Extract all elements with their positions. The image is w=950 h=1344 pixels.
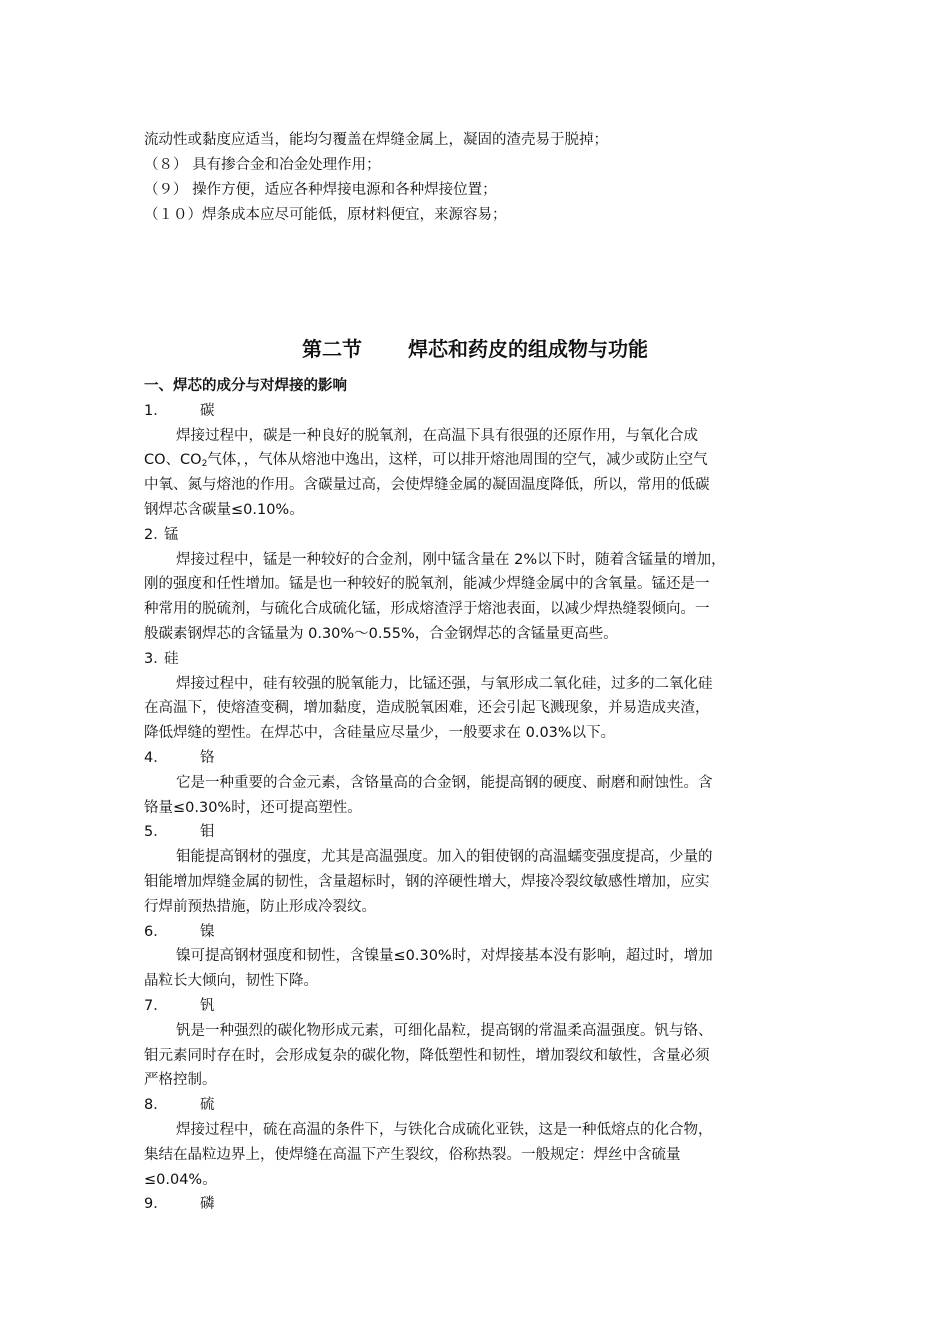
section-body bbox=[144, 374, 812, 1217]
element-name: 镍 bbox=[200, 923, 215, 940]
paragraph-line: 焊接过程中，碳是一种良好的脱氧剂，在高温下具有很强的还原作用，与氧化合成 bbox=[176, 427, 698, 444]
element-name: 磷 bbox=[200, 1196, 215, 1213]
paragraph-line: 在高温下，使熔渣变稠，增加黏度，造成脱氧困难，还会引起飞溅现象，并易造成夹渣， bbox=[144, 700, 710, 717]
element-name: 钒 bbox=[200, 997, 215, 1014]
element-name: 碳 bbox=[200, 402, 215, 419]
element-item-heading bbox=[144, 1192, 812, 1217]
text-line: 流动性或黏度应适当，能均匀覆盖在焊缝金属上，凝固的渣壳易于脱掉； bbox=[144, 132, 608, 148]
paragraph-line: 集结在晶粒边界上，使焊缝在高温下产生裂纹，俗称热裂。一般规定：焊丝中含硫量 bbox=[144, 1146, 681, 1163]
element-name: 硅 bbox=[164, 650, 179, 667]
paragraph-line: 钼能增加焊缝金属的韧性，含量超标时，钢的淬硬性增大，焊接冷裂纹敏感性增加，应实 bbox=[144, 873, 710, 890]
paragraph-line: 钼元素同时存在时，会形成复杂的碳化物，降低塑性和韧性，增加裂纹和敏性，含量必须 bbox=[144, 1047, 710, 1064]
element-description bbox=[144, 548, 812, 647]
paragraph-line: 刚的强度和任性增加。锰是也一种较好的脱氧剂，能减少焊缝金属中的含氧量。锰还是一 bbox=[144, 576, 710, 593]
element-description bbox=[144, 424, 812, 523]
subsection-heading: 一、焊芯的成分与对焊接的影响 bbox=[144, 378, 347, 394]
element-description bbox=[144, 944, 812, 994]
element-number: 8． bbox=[144, 1097, 168, 1114]
paragraph-line: 行焊前预热措施，防止形成冷裂纹。 bbox=[144, 898, 376, 915]
element-number: 9． bbox=[144, 1196, 168, 1213]
element-description bbox=[144, 1118, 812, 1192]
element-number: 1． bbox=[144, 402, 168, 419]
element-item-heading bbox=[144, 994, 812, 1019]
element-description bbox=[144, 672, 812, 746]
element-number: 5． bbox=[144, 824, 168, 841]
element-item-heading bbox=[144, 1093, 812, 1118]
paragraph-line: 严格控制。 bbox=[144, 1072, 217, 1089]
element-number: 6． bbox=[144, 923, 168, 940]
element-item-heading bbox=[144, 399, 812, 424]
previous-section-text bbox=[144, 128, 824, 228]
list-item-10: （１０）焊条成本应尽可能低，原材料便宜，来源容易； bbox=[144, 207, 507, 223]
element-description bbox=[144, 845, 812, 919]
element-item-heading bbox=[144, 523, 812, 548]
paragraph-line: 它是一种重要的合金元素，含铬量高的合金钢，能提高钢的硬度、耐磨和耐蚀性。含 bbox=[176, 774, 713, 791]
element-name: 铬 bbox=[200, 749, 215, 766]
element-description bbox=[144, 771, 812, 821]
paragraph-line: 种常用的脱硫剂，与硫化合成硫化锰，形成熔渣浮于熔池表面，以减少焊热缝裂倾向。一 bbox=[144, 601, 710, 618]
element-name: 硫 bbox=[200, 1097, 215, 1114]
paragraph-line: CO、$CO_2$气体，，气体从熔池中逸出，这样，可以排开熔池周围的空气，减少或防止空气 bbox=[144, 452, 708, 470]
paragraph-line: 中氧、氮与熔池的作用。含碳量过高，会使焊缝金属的凝固温度降低，所以，常用的低碳 bbox=[144, 477, 710, 494]
paragraph-line: 晶粒长大倾向，韧性下降。 bbox=[144, 973, 318, 990]
element-number: 4． bbox=[144, 749, 168, 766]
paragraph-line: 铬量≤0.30%时，还可提高塑性。 bbox=[144, 799, 362, 816]
element-item-heading bbox=[144, 920, 812, 945]
section-number: 第二节 bbox=[302, 337, 362, 361]
element-name: 钼 bbox=[200, 824, 215, 841]
paragraph-line: 般碳素钢焊芯的含锰量为 0.30%～0.55%，合金钢焊芯的含锰量更高些。 bbox=[144, 625, 618, 642]
element-name: 锰 bbox=[164, 526, 179, 543]
element-item-heading bbox=[144, 746, 812, 771]
list-item-8: （８） 具有掺合金和冶金处理作用； bbox=[144, 157, 381, 173]
paragraph-line: 钼能提高钢材的强度，尤其是高温强度。加入的钼使钢的高温蠕变强度提高，少量的 bbox=[176, 849, 713, 866]
element-number: 3． bbox=[144, 650, 168, 667]
paragraph-line: 降低焊缝的塑性。在焊芯中，含硅量应尽量少，一般要求在 0.03%以下。 bbox=[144, 725, 616, 742]
paragraph-line: 焊接过程中，硫在高温的条件下，与铁化合成硫化亚铁，这是一种低熔点的化合物， bbox=[176, 1121, 713, 1138]
list-item-9: （９） 操作方便，适应各种焊接电源和各种焊接位置； bbox=[144, 182, 497, 198]
paragraph-line: 钒是一种强烈的碳化物形成元素，可细化晶粒，提高钢的常温柔高温强度。钒与铬、 bbox=[176, 1022, 713, 1039]
element-item-heading bbox=[144, 647, 812, 672]
element-number: 7． bbox=[144, 997, 168, 1014]
element-description bbox=[144, 1019, 812, 1093]
paragraph-line: 镍可提高钢材强度和韧性，含镍量≤0.30%时，对焊接基本没有影响，超过时，增加 bbox=[176, 948, 713, 965]
paragraph-line: 焊接过程中，硅有较强的脱氧能力，比锰还强，与氧形成二氧化硅，过多的二氧化硅 bbox=[176, 675, 713, 692]
element-item-heading bbox=[144, 820, 812, 845]
paragraph-line: 钢焊芯含碳量≤0.10%。 bbox=[144, 501, 304, 518]
section-heading: 焊芯和药皮的组成物与功能 bbox=[408, 337, 648, 361]
element-number: 2． bbox=[144, 526, 168, 543]
paragraph-line: 焊接过程中，锰是一种较好的合金剂，刚中锰含量在 2%以下时，随着含锰量的增加， bbox=[176, 551, 726, 568]
section-title bbox=[0, 334, 950, 364]
paragraph-line: ≤0.04%。 bbox=[144, 1171, 217, 1188]
